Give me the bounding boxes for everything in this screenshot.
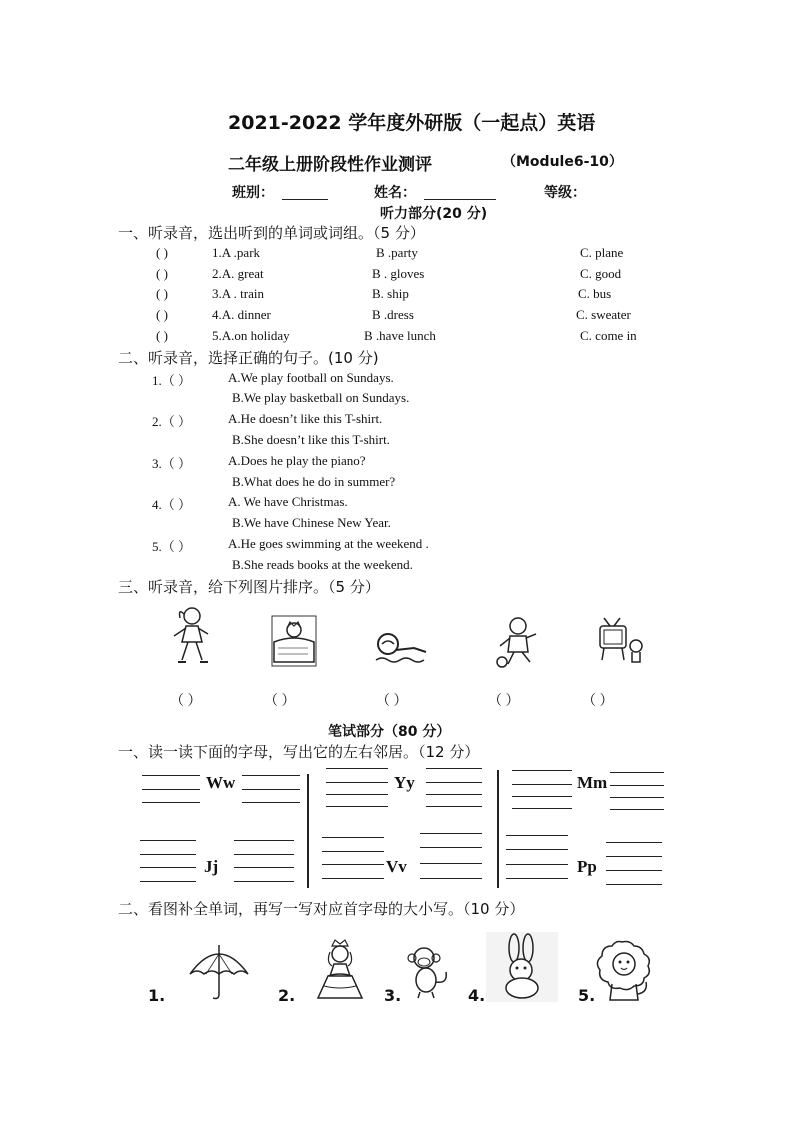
answer-line[interactable] (506, 878, 568, 879)
sentence-b: B.She doesn’t like this T-shirt. (232, 432, 390, 447)
girl-skipping-picture (168, 602, 214, 668)
umbrella-picture (186, 940, 252, 1002)
page-title: 2021-2022 学年度外研版（一起点）英语 (228, 112, 596, 134)
name-label: 姓名： (374, 185, 416, 201)
item-number: 2. (278, 986, 296, 1005)
option-c: C. sweater (576, 307, 631, 322)
answer-line[interactable] (322, 864, 384, 865)
answer-line[interactable] (512, 770, 572, 771)
answer-bracket[interactable]: （ ） (264, 694, 296, 709)
answer-line[interactable] (426, 806, 482, 807)
writing-part2-title: 二、看图补全单词，再写一写对应首字母的大小写。（10 分） (118, 900, 525, 918)
option-b: B .party (376, 245, 418, 260)
answer-line[interactable] (420, 847, 482, 848)
person-in-bed-picture (268, 612, 320, 670)
letter-vv: Vv (386, 857, 407, 876)
grade-label: 等级： (544, 185, 586, 201)
answer-line[interactable] (426, 794, 482, 795)
option-b: B. ship (372, 286, 409, 301)
answer-line[interactable] (606, 856, 662, 857)
answer-line[interactable] (142, 802, 200, 803)
answer-line[interactable] (506, 864, 568, 865)
answer-line[interactable] (140, 881, 196, 882)
answer-line[interactable] (512, 784, 572, 785)
class-field[interactable] (282, 199, 328, 200)
answer-line[interactable] (142, 789, 200, 790)
listening-part1-title: 一、听录音，选出听到的单词或词组。（5 分） (118, 224, 425, 242)
letter-mm: Mm (577, 773, 608, 792)
sentence-b: B.She reads books at the weekend. (232, 557, 413, 572)
option-b: B .dress (372, 307, 414, 322)
sentence-a: A.Does he play the piano? (228, 453, 366, 468)
answer-line[interactable] (610, 785, 664, 786)
option-a: 2.A. great (212, 266, 264, 281)
boy-football-picture (494, 614, 540, 670)
answer-line[interactable] (322, 878, 384, 879)
option-a: 1.A .park (212, 245, 261, 260)
letter-ww: Ww (206, 773, 236, 792)
monkey-picture (406, 944, 452, 1000)
answer-line[interactable] (322, 851, 384, 852)
writing-heading: 笔试部分（80 分） (328, 724, 451, 740)
item-number: 5. (578, 986, 596, 1005)
answer-line[interactable] (610, 772, 664, 773)
answer-line[interactable] (610, 809, 664, 810)
option-b: B . gloves (372, 266, 425, 281)
answer-line[interactable] (426, 768, 482, 769)
question-number[interactable]: 5.（ ） (152, 539, 192, 554)
lion-picture (592, 938, 658, 1004)
answer-line[interactable] (234, 867, 294, 868)
item-number: 4. (468, 986, 486, 1005)
listening-part2-title: 二、听录音，选择正确的句子。(10 分) (118, 349, 379, 367)
answer-line[interactable] (506, 835, 568, 836)
sentence-a: A. We have Christmas. (228, 494, 348, 509)
question-number[interactable]: 4.（ ） (152, 497, 192, 512)
answer-line[interactable] (142, 775, 200, 776)
answer-bracket[interactable]: ( ) (156, 307, 168, 322)
answer-bracket[interactable]: （ ） (170, 694, 202, 709)
answer-bracket[interactable]: （ ） (582, 694, 614, 709)
answer-line[interactable] (234, 854, 294, 855)
answer-line[interactable] (420, 833, 482, 834)
option-c: C. plane (580, 245, 624, 260)
answer-bracket[interactable]: ( ) (156, 266, 168, 281)
question-number[interactable]: 2.（ ） (152, 414, 192, 429)
answer-line[interactable] (234, 840, 294, 841)
sentence-a: A.He doesn’t like this T-shirt. (228, 411, 383, 426)
answer-line[interactable] (606, 884, 662, 885)
answer-line[interactable] (242, 775, 300, 776)
option-c: C. bus (578, 286, 612, 301)
answer-line[interactable] (420, 863, 482, 864)
rabbit-picture (486, 932, 558, 1002)
question-number[interactable]: 1.（ ） (152, 373, 192, 388)
answer-line[interactable] (140, 840, 196, 841)
answer-line[interactable] (610, 797, 664, 798)
listening-heading: 听力部分(20 分) (380, 206, 488, 222)
answer-line[interactable] (326, 768, 388, 769)
answer-bracket[interactable]: ( ) (156, 286, 168, 301)
sentence-b: B.We play basketball on Sundays. (232, 390, 410, 405)
class-label: 班别： (232, 185, 274, 201)
answer-bracket[interactable]: （ ） (376, 694, 408, 709)
letter-pp: Pp (577, 857, 597, 876)
module-range: （Module6-10） (502, 154, 623, 170)
answer-line[interactable] (606, 870, 662, 871)
answer-line[interactable] (512, 796, 572, 797)
answer-line[interactable] (326, 794, 388, 795)
writing-part1-title: 一、读一读下面的字母，写出它的左右邻居。（12 分） (118, 743, 480, 761)
sentence-b: B.What does he do in summer? (232, 474, 396, 489)
sentence-a: A.He goes swimming at the weekend . (228, 536, 429, 551)
answer-line[interactable] (426, 782, 482, 783)
letter-yy: Yy (394, 773, 415, 792)
tv-picture (596, 616, 648, 668)
princess-picture (310, 938, 370, 1002)
sentence-b: B.We have Chinese New Year. (232, 515, 391, 530)
option-a: 4.A. dinner (212, 307, 271, 322)
answer-line[interactable] (606, 842, 662, 843)
answer-line[interactable] (242, 802, 300, 803)
option-a: 5.A.on holiday (212, 328, 290, 343)
answer-line[interactable] (326, 806, 388, 807)
answer-line[interactable] (234, 881, 294, 882)
answer-bracket[interactable]: ( ) (156, 245, 168, 260)
name-field[interactable] (424, 199, 496, 200)
swimmer-picture (374, 624, 430, 668)
answer-line[interactable] (322, 837, 384, 838)
sentence-a: A.We play football on Sundays. (228, 370, 394, 385)
letter-jj: Jj (204, 857, 219, 876)
divider (497, 770, 499, 888)
option-c: C. good (580, 266, 622, 281)
answer-line[interactable] (242, 789, 300, 790)
answer-line[interactable] (140, 854, 196, 855)
answer-line[interactable] (512, 808, 572, 809)
page-subtitle: 二年级上册阶段性作业测评 (228, 155, 432, 175)
answer-bracket[interactable]: ( ) (156, 328, 168, 343)
item-number: 1. (148, 986, 166, 1005)
option-c: C. come in (580, 328, 637, 343)
answer-bracket[interactable]: （ ） (488, 694, 520, 709)
answer-line[interactable] (420, 878, 482, 879)
item-number: 3. (384, 986, 402, 1005)
divider (307, 774, 309, 888)
option-b: B .have lunch (364, 328, 436, 343)
option-a: 3.A . train (212, 286, 264, 301)
answer-line[interactable] (326, 782, 388, 783)
answer-line[interactable] (140, 867, 196, 868)
listening-part3-title: 三、听录音，给下列图片排序。（5 分） (118, 578, 380, 596)
question-number[interactable]: 3.（ ） (152, 456, 192, 471)
answer-line[interactable] (506, 849, 568, 850)
